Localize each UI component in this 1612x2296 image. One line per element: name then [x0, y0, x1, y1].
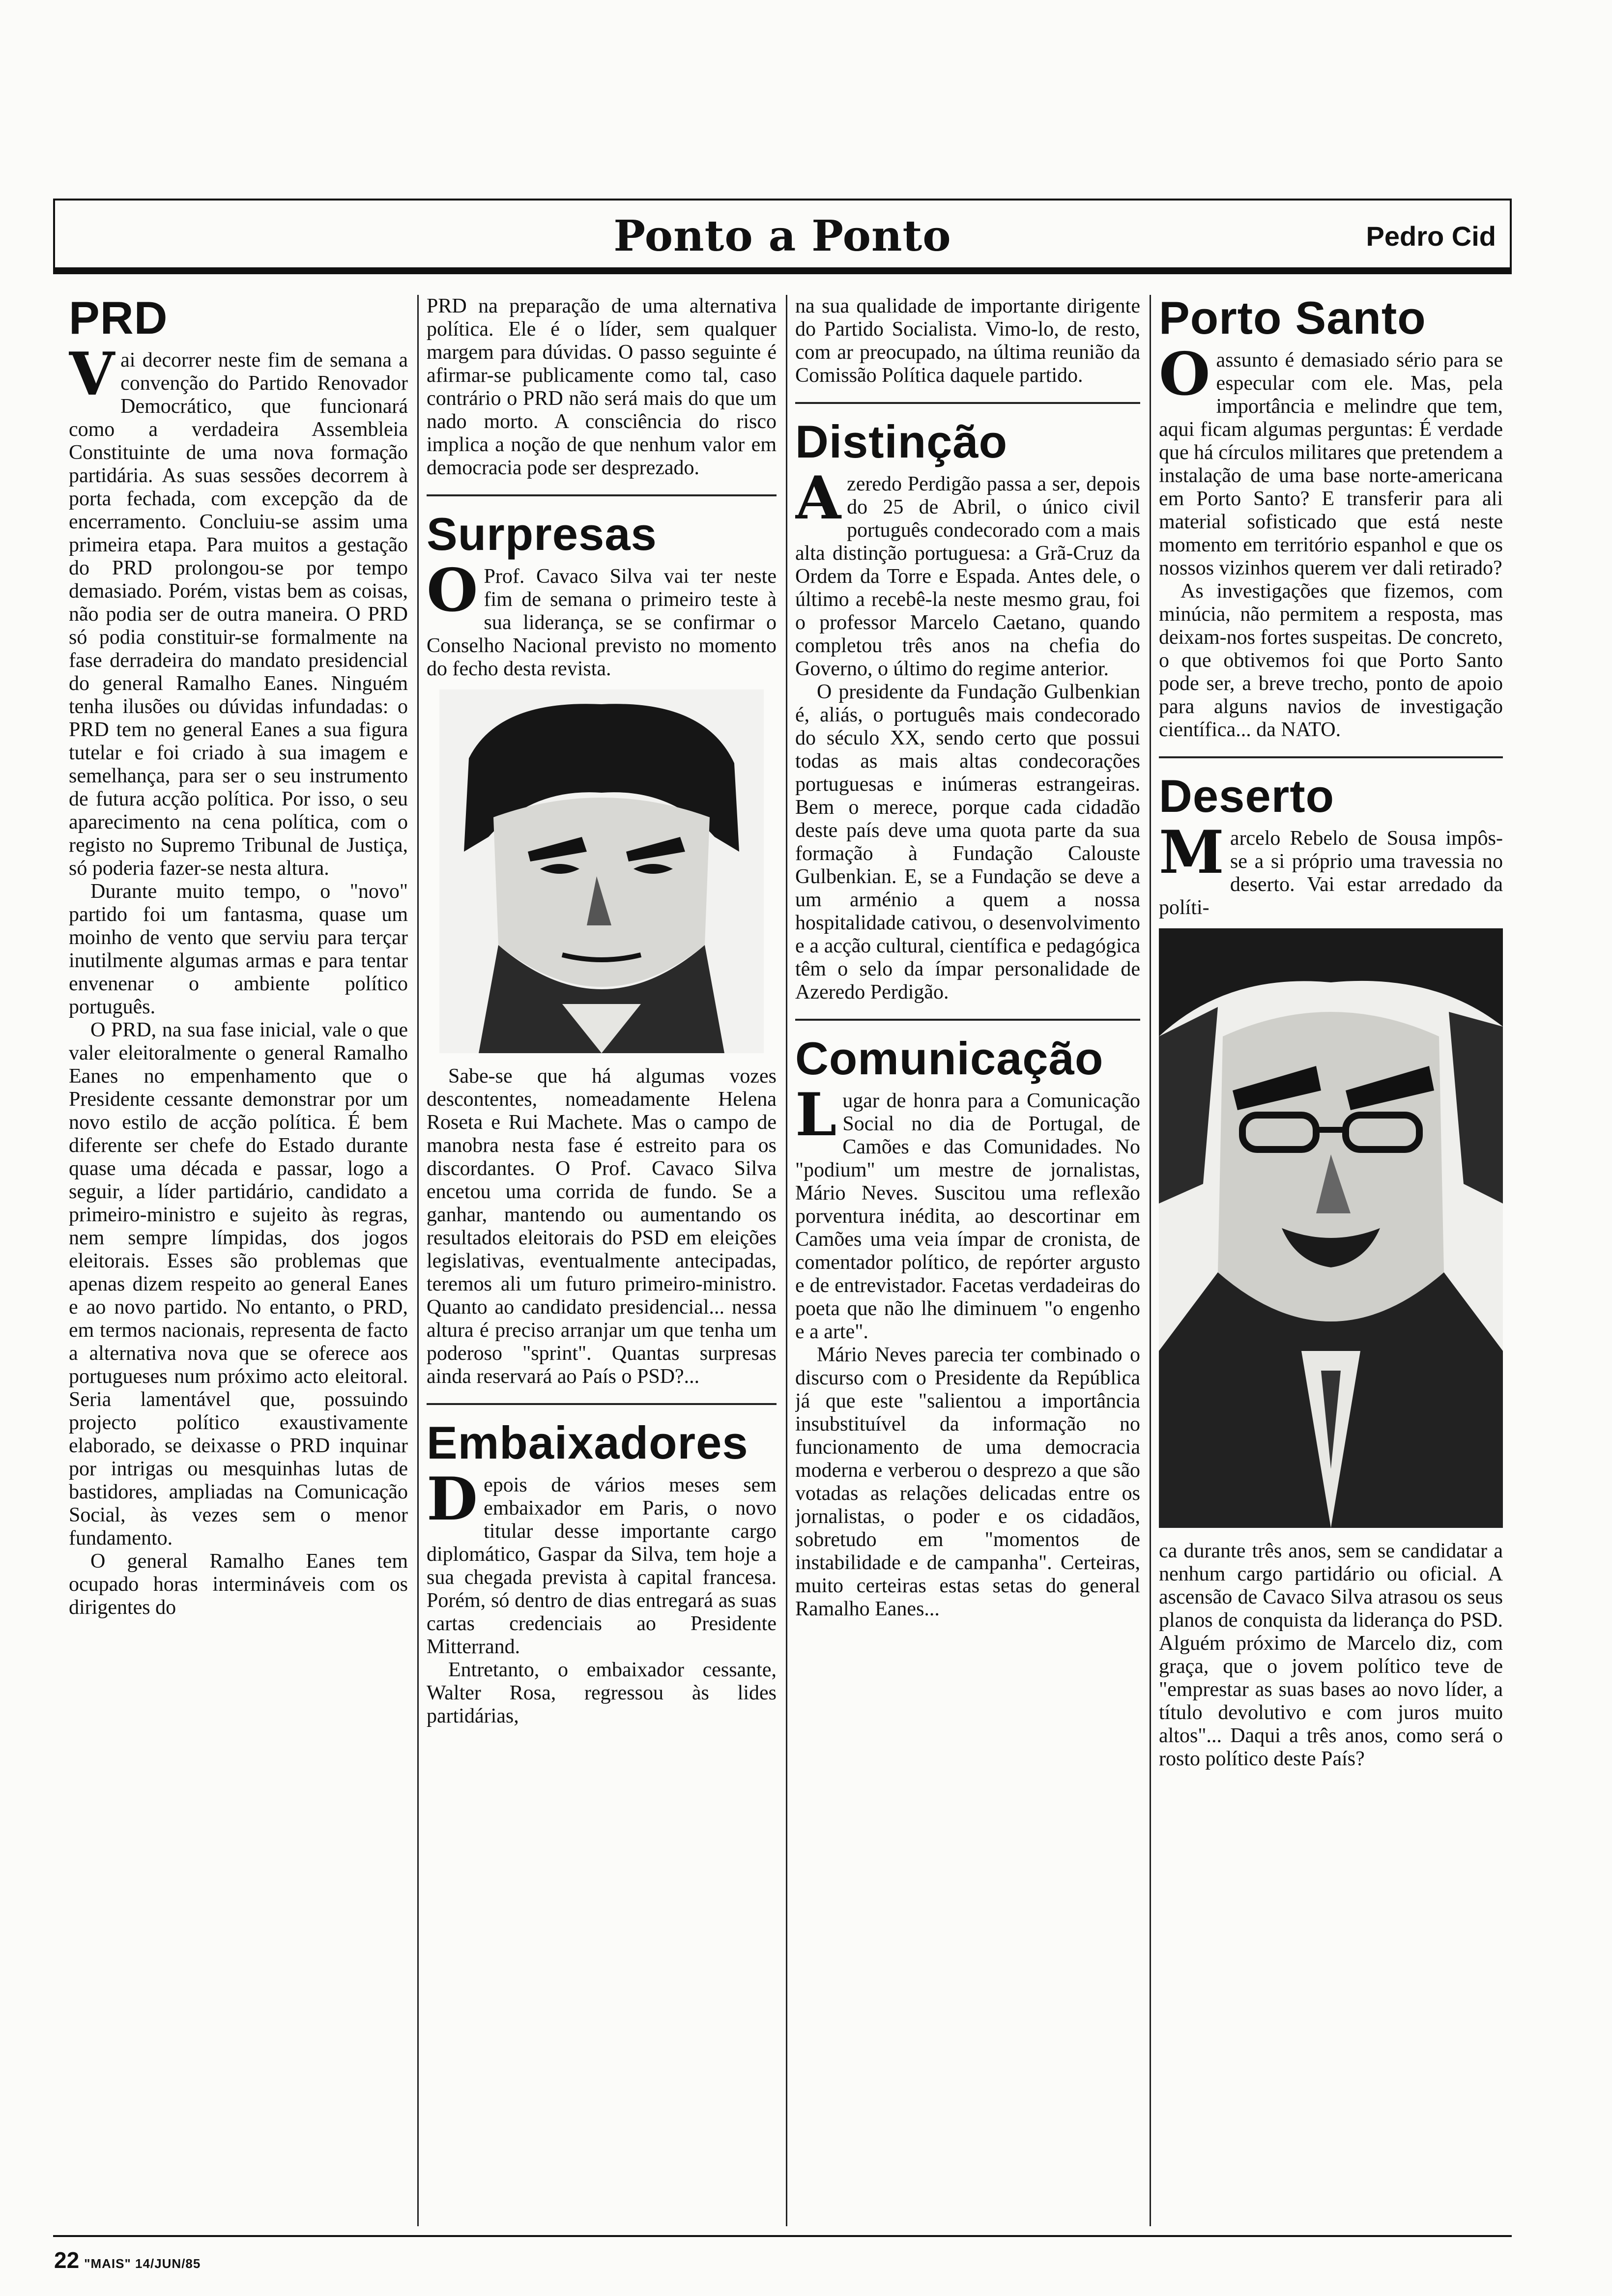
- article-paragraph: Depois de vários meses sem embaixador em Paris, o novo titular desse importante cargo diplomático, Gaspar da Silva, tem hoje a sua chegada prevista à capital francesa. Porém, só dentro de dias entregará as suas cartas credenciais ao Presidente Mitterrand.: [427, 1464, 777, 1658]
- article-paragraph: Oassunto é demasiado sério para se especular com ele. Mas, pela importância e melindre que tem, aqui ficam algumas perguntas: É verdade que há círculos militares que pretendem a instalação de uma base norte-americana em Porto Santo? E transferir para ali material sofisticado que está neste momento em território espanhol e que os nossos vizinhos querem ver dali retirado?: [1159, 340, 1503, 579]
- column-divider: [1150, 295, 1151, 2226]
- article-paragraph: ca durante três anos, sem se candidatar a nenhum cargo partidário ou oficial. A ascensão de Cavaco Silva atrasou os seus planos de conquista da liderança do PSD. Alguém próximo de Marcelo diz, com graça, que o jovem político teve de "emprestar as suas bases ao novo líder, a título devolutivo e com juros muito altos"... Daqui a três anos, como será o rosto político deste País?: [1159, 1540, 1503, 1770]
- page-number: 22: [54, 2247, 80, 2273]
- footer-rule: [53, 2235, 1512, 2237]
- drop-cap: D: [427, 1464, 478, 1534]
- section-title-comunicacao: Comunicação: [795, 1033, 1104, 1084]
- section-title-porto-santo: Porto Santo: [1159, 295, 1426, 344]
- section-title-embaixadores: Embaixadores: [427, 1417, 748, 1468]
- section-title-prd: PRD: [69, 295, 168, 344]
- article-paragraph: Mário Neves parecia ter combinado o discurso com o Presidente da República já que este "salientou a importância insubstituível da informação no funcionamento de uma democracia moderna e verberou o desprezo a que são votadas as relações delicadas entre os jornalistas, o poder e os cidadãos, sobretudo em "momentos de instabilidade e de campanha". Certeiras, muito certeiras estas setas do general Ramalho Eanes...: [795, 1344, 1140, 1620]
- article-surpresas: [427, 508, 777, 1388]
- page-title: Ponto a Ponto: [613, 211, 951, 261]
- article-paragraph: O general Ramalho Eanes tem ocupado horas intermináveis com os dirigentes do: [69, 1550, 408, 1619]
- article-paragraph: Sabe-se que há algumas vozes descontentes, nomeadamente Helena Roseta e Rui Machete. Mas o campo de manobra nesta fase é estreito para os discordantes. O Prof. Cavaco Silva encetou uma corrida de fundo. Se a ganhar, mantendo ou aumentando os resultados eleitorais do PSD em eleições legislativas, eventualmente antecipadas, teremos ali um futuro primeiro-ministro. Quanto ao candidato presidencial... nessa altura é preciso arranjar um que tenha um poderoso "sprint". Quantas surpresas ainda reservará ao País o PSD?...: [427, 1065, 777, 1388]
- article-paragraph: As investigações que fizemos, com minúcia, não permitem a resposta, mas deixam-nos fortes suspeitas. De concreto, o que obtivemos foi que Porto Santo pode ser, a breve trecho, ponto de apoio para alguns navios de investigação científica... da NATO.: [1159, 580, 1503, 741]
- drop-cap: A: [795, 463, 841, 533]
- article-paragraph: O PRD, na sua fase inicial, vale o que valer eleitoralmente o general Ramalho Eanes no empenhamento que o Presidente cessante demonstrar por um novo estilo de acção política. É bem diferente ser chefe do Estado durante quase uma década e passar, logo a seguir, a líder partidário, candidato a primeiro-ministro e sujeito às regras, nem sempre límpidas, dos jogos eleitorais. Esses são problemas que apenas dizem respeito ao general Eanes e ao novo partido. No entanto, o PRD, em termos nacionais, representa de facto a alternativa nova que se oferece aos portugueses num próximo acto eleitoral. Seria lamentável que, possuindo projecto político exaustivamente elaborado, se deixasse o PRD inquinar por intrigas ou mesquinhas lutas de bastidores, ampliadas na Comunicação Social, às vezes sem o menor fundamento.: [69, 1019, 408, 1550]
- article-paragraph: Lugar de honra para a Comunicação Social no dia de Portugal, de Camões e das Comunidades. No "podium" um mestre de jornalistas, Mário Neves. Suscitou uma reflexão porventura inédita, ao descortinar em Camões uma veia ímpar de cronista, de comentador político, de repórter argusto e de entrevistador. Facetas verdadeiras do poeta que não lhe diminuem "o engenho e a arte".: [795, 1080, 1140, 1343]
- section-title-deserto: Deserto: [1159, 770, 1335, 822]
- article-deserto: [1159, 770, 1503, 1771]
- article-porto-santo: [1159, 295, 1503, 742]
- article-paragraph: Marcelo Rebelo de Sousa impôs-se a si próprio uma travessia no deserto. Vai estar arredado da políti-: [1159, 818, 1503, 919]
- article-paragraph: Vai decorrer neste fim de semana a convenção do Partido Renovador Democrático, que funcionará como a verdadeira Assembleia Constituinte de uma nova formação partidária. As suas sessões decorrem à porta fechada, com excepção da de encerramento. Concluiu-se assim uma primeira etapa. Para muitos a gestação do PRD prolongou-se por tempo demasiado. Porém, vistas bem as coisas, não podia ser de outra maneira. O PRD só podia constituir-se formalmente na fase derradeira do mandato presidencial do general Ramalho Eanes. Ninguém tenha ilusões ou dúvidas infundadas: o PRD tem no general Eanes a sua figura tutelar e foi criado à sua imagem e semelhança, para ser o seu instrumento de futura acção política. Por isso, o seu aparecimento na cena política, com o registo no Supremo Tribunal de Justiça, só poderia fazer-se nesta altura.: [69, 340, 408, 880]
- section-title-distincao: Distinção: [795, 416, 1008, 467]
- column-divider: [417, 295, 419, 2226]
- article-paragraph: na sua qualidade de importante dirigente do Partido Socialista. Vimo-lo, de resto, com ar preocupado, na última reunião da Comissão Política daquele partido.: [795, 295, 1140, 387]
- page-folio: [54, 2247, 201, 2273]
- publication-info: "MAIS" 14/JUN/85: [84, 2256, 201, 2271]
- article-embaixadores-continued: [795, 295, 1140, 387]
- article-comunicacao: [795, 1035, 1140, 1621]
- article-embaixadores: [427, 1417, 777, 1728]
- header-rule: [53, 267, 1512, 274]
- header-box: [53, 199, 1512, 267]
- article-prd: [69, 295, 408, 1619]
- article-prd-continued: [427, 295, 777, 480]
- article-paragraph: O presidente da Fundação Gulbenkian é, aliás, o português mais condecorado do século XX, sendo certo que possui todas as mais altas condecorações portuguesas e inúmeras estrangeiras. Bem o merece, porque cada cidadão deste país deve uma quota parte da sua formação à Fundação Calouste Gulbenkian. E, se a Fundação se deve a um arménio a quem a nossa hospitalidade cativou, o desenvolvimento e a acção cultural, científica e pedagógica têm o selo da ímpar personalidade de Azeredo Perdigão.: [795, 681, 1140, 1004]
- portrait-photo-cavaco-silva: [427, 689, 777, 1053]
- column-divider: [786, 295, 787, 2226]
- drop-cap: V: [69, 340, 115, 409]
- article-paragraph: PRD na preparação de uma alternativa política. Ele é o líder, sem qualquer margem para dúvidas. O passo seguinte é afirmar-se publicamente como tal, caso contrário o PRD não será mais do que um nado morto. A consciência do risco implica a noção de que nenhum valor em democracia pode ser desprezado.: [427, 295, 777, 479]
- column-3: [795, 295, 1140, 2221]
- drop-cap: O: [427, 556, 478, 625]
- section-rule: [795, 402, 1140, 404]
- portrait-photo-marcelo-rebelo-de-sousa: [1159, 928, 1503, 1528]
- article-paragraph: Durante muito tempo, o "novo" partido foi um fantasma, quase um moinho de vento que serviu para terçar inutilmente algumas armas e para tentar envenenar o ambiente político português.: [69, 880, 408, 1018]
- drop-cap: O: [1159, 340, 1210, 409]
- column-1: [69, 295, 408, 2221]
- section-title-surpresas: Surpresas: [427, 508, 657, 560]
- article-paragraph: Azeredo Perdigão passa a ser, depois do 25 de Abril, o único civil português condecorado com a mais alta distinção portuguesa: a Grã-Cruz da Ordem da Torre e Espada. Antes dele, o último a recebê-la neste mesmo grau, foi o professor Marcelo Caetano, quando completou três anos na chefia do Governo, o último do regime anterior.: [795, 463, 1140, 680]
- section-rule: [427, 494, 777, 496]
- section-rule: [1159, 756, 1503, 758]
- drop-cap: M: [1159, 818, 1224, 887]
- drop-cap: L: [795, 1080, 837, 1149]
- column-2: [427, 295, 777, 2221]
- article-paragraph: Entretanto, o embaixador cessante, Walter Rosa, regressou às lides partidárias,: [427, 1659, 777, 1727]
- author-byline: Pedro Cid: [1366, 221, 1496, 252]
- section-rule: [427, 1403, 777, 1405]
- article-paragraph: O Prof. Cavaco Silva vai ter neste fim de semana o primeiro teste à sua liderança, se se confirmar o Conselho Nacional previsto no momento do fecho desta revista.: [427, 556, 777, 680]
- section-rule: [795, 1019, 1140, 1021]
- column-4: [1159, 295, 1503, 2221]
- article-distincao: [795, 416, 1140, 1004]
